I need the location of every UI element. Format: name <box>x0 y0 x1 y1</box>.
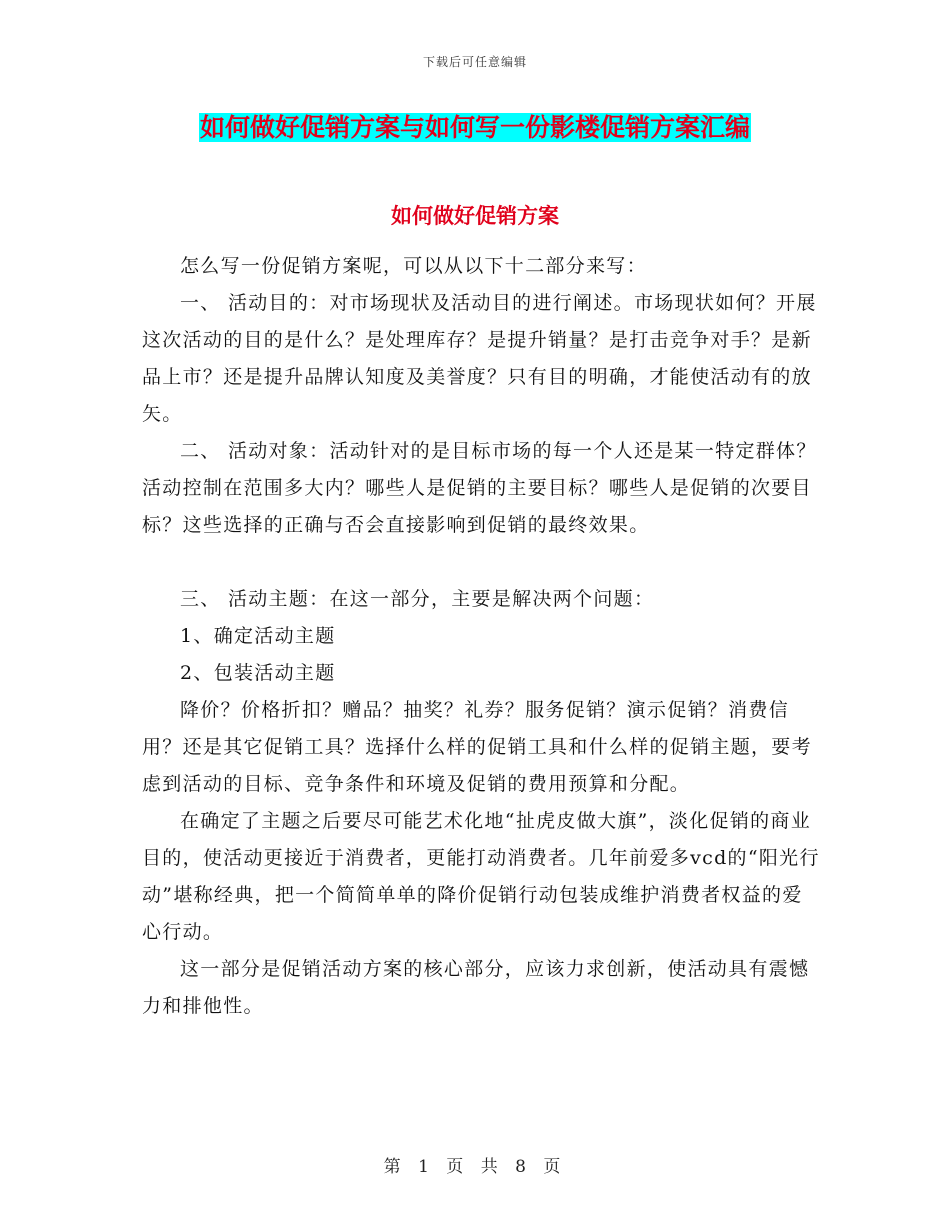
paragraph-activity-purpose: 一、 活动目的：对市场现状及活动目的进行阐述。市场现状如何？开展这次活动的目的是什么？是处理库存？是提升销量？是打击竞争对手？是新品上市？还是提升品牌认知度及美誉度？只有目的明确，才能使活动有的放矢。 <box>142 292 817 425</box>
paragraph-activity-target: 二、 活动对象：活动针对的是目标市场的每一个人还是某一特定群体？活动控制在范围多大内？哪些人是促销的主要目标？哪些人是促销的次要目标？这些选择的正确与否会直接影响到促销的最终效果。 <box>142 440 817 536</box>
list-item-confirm-theme: 1、确定活动主题 <box>180 625 336 647</box>
document-title <box>0 110 950 146</box>
list-item-package-theme: 2、包装活动主题 <box>180 662 336 684</box>
paragraph-core-part: 这一部分是促销活动方案的核心部分，应该力求创新，使活动具有震憾力和排他性。 <box>142 958 810 1017</box>
paragraph-intro: 怎么写一份促销方案呢，可以从以下十二部分来写： <box>180 255 647 277</box>
paragraph-artistic-theme: 在确定了主题之后要尽可能艺术化地“扯虎皮做大旗”，淡化促销的商业目的，使活动更接近于消费者，更能打动消费者。几年前爱多vcd的“阳光行动”堪称经典，把一个简简单单的降价促销行动包装成维护消费者权益的爱心行动。 <box>142 810 820 943</box>
paragraph-activity-theme: 三、 活动主题：在这一部分，主要是解决两个问题： <box>180 588 655 610</box>
section-title: 如何做好促销方案 <box>391 203 559 228</box>
header-note: 下载后可任意编辑 <box>422 55 527 69</box>
document-title-highlight: 如何做好促销方案与如何写一份影楼促销方案汇编 <box>199 113 750 142</box>
page-number: 第 1 页 共 8 页 <box>383 1157 567 1177</box>
document-body <box>142 248 822 1025</box>
paragraph-promotion-tools: 降价？价格折扣？赠品？抽奖？礼券？服务促销？演示促销？消费信用？还是其它促销工具？选择什么样的促销工具和什么样的促销主题，要考虑到活动的目标、竞争条件和环境及促销的费用预算和分配。 <box>142 699 812 795</box>
